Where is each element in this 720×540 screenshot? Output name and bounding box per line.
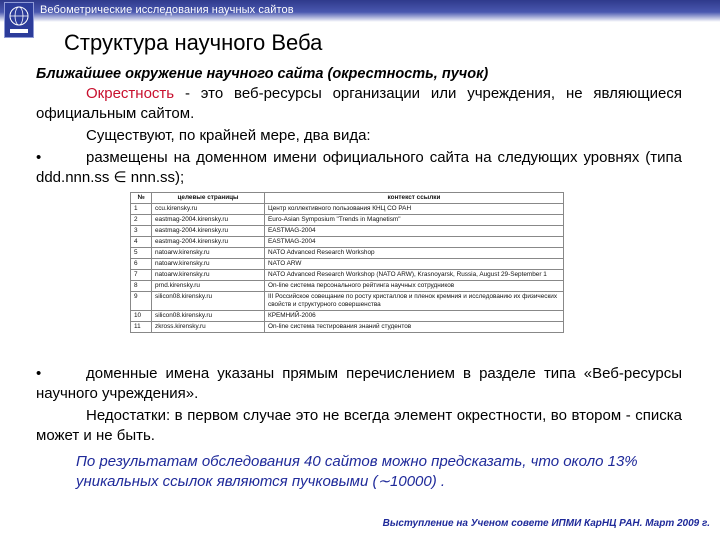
table-cell: 9 xyxy=(131,292,152,311)
bullet-item-2 xyxy=(36,364,682,404)
table-row xyxy=(131,281,564,292)
column-header: контекст ссылки xyxy=(265,193,564,204)
table-cell: natoarw.kirensky.ru xyxy=(152,259,265,270)
table-cell: eastmag-2004.kirensky.ru xyxy=(152,226,265,237)
column-header: № xyxy=(131,193,152,204)
table-header-row xyxy=(131,193,564,204)
slide-title: Структура научного Веба xyxy=(64,30,323,55)
table-cell: 5 xyxy=(131,248,152,259)
drawbacks-text: Недостатки: в первом случае это не всегда элемент окрестности, во втором - списка может и не быть. xyxy=(36,407,682,444)
table-cell: 11 xyxy=(131,322,152,333)
table-cell: silicon08.kirensky.ru xyxy=(152,292,265,311)
table-row xyxy=(131,311,564,322)
conclusion-text: По результатам обследования 40 сайтов можно предсказать, что около 13% уникальных ссылок являются пучковыми (∼10000) . xyxy=(76,453,638,490)
bullet-marker: • xyxy=(36,149,42,166)
table-row xyxy=(131,226,564,237)
table-cell: NATO ARW xyxy=(265,259,564,270)
table-cell: natoarw.kirensky.ru xyxy=(152,270,265,281)
table-cell: 7 xyxy=(131,270,152,281)
paragraph-drawbacks xyxy=(36,406,682,446)
table-cell: 4 xyxy=(131,237,152,248)
footer-text: Выступление на Ученом совете ИПМИ КарНЦ РАН. Март 2009 г. xyxy=(382,518,710,529)
table-cell: silicon08.kirensky.ru xyxy=(152,311,265,322)
subtitle: Ближайшее окружение научного сайта (окрестность, пучок) xyxy=(36,66,489,82)
table-row xyxy=(131,248,564,259)
table-cell: 10 xyxy=(131,311,152,322)
table-cell: prnd.kirensky.ru xyxy=(152,281,265,292)
table-cell: 3 xyxy=(131,226,152,237)
table-cell: eastmag-2004.kirensky.ru xyxy=(152,237,265,248)
table-row xyxy=(131,322,564,333)
table-cell: КРЕМНИЙ-2006 xyxy=(265,311,564,322)
table-cell: Euro-Asian Symposium "Trends in Magnetism" xyxy=(265,215,564,226)
links-table xyxy=(130,192,564,333)
table-row xyxy=(131,215,564,226)
table-cell: NATO Advanced Research Workshop xyxy=(265,248,564,259)
table-row xyxy=(131,292,564,311)
paragraph-definition xyxy=(36,84,682,124)
table-cell: 2 xyxy=(131,215,152,226)
table-cell: Центр коллективного пользования КНЦ СО РАН xyxy=(265,204,564,215)
bullet-text: размещены на доменном имени официального сайта на следующих уровнях (типа ddd.nnn.ss ∈ nnn.ss); xyxy=(36,149,682,186)
header-text: Вебометрические исследования научных сайтов xyxy=(40,4,294,16)
table-cell: On-line система тестирования знаний студентов xyxy=(265,322,564,333)
table-cell: natoarw.kirensky.ru xyxy=(152,248,265,259)
table-cell: III Российское совещание по росту кристаллов и пленок кремния и исследованию их физических свойств и структурного совершенства xyxy=(265,292,564,311)
kinds-text: Существуют, по крайней мере, два вида: xyxy=(86,127,371,144)
institute-logo-icon xyxy=(4,2,34,38)
bullet-text: доменные имена указаны прямым перечислением в разделе типа «Веб-ресурсы научного учреждения». xyxy=(36,365,682,402)
term-highlight: Окрестность xyxy=(86,85,175,102)
paragraph-kinds xyxy=(36,126,682,146)
bullet-item-1 xyxy=(36,148,682,188)
table-cell: 8 xyxy=(131,281,152,292)
table-cell: eastmag-2004.kirensky.ru xyxy=(152,215,265,226)
bullet-marker: • xyxy=(36,365,42,382)
table-cell: On-line система персонального рейтинга научных сотрудников xyxy=(265,281,564,292)
table-row xyxy=(131,259,564,270)
table-cell: EASTMAG-2004 xyxy=(265,237,564,248)
definition-text: - это веб-ресурсы организации или учреждения, не являющиеся официальным сайтом. xyxy=(36,85,682,122)
table-row xyxy=(131,237,564,248)
table-cell: ccu.kirensky.ru xyxy=(152,204,265,215)
table-cell: NATO Advanced Research Workshop (NATO ARW), Krasnoyarsk, Russia, August 29-September 1 xyxy=(265,270,564,281)
table-cell: EASTMAG-2004 xyxy=(265,226,564,237)
table-row xyxy=(131,204,564,215)
column-header: целевые страницы xyxy=(152,193,265,204)
table-cell: 6 xyxy=(131,259,152,270)
table-row xyxy=(131,270,564,281)
table-cell: 1 xyxy=(131,204,152,215)
table-cell: zkross.kirensky.ru xyxy=(152,322,265,333)
